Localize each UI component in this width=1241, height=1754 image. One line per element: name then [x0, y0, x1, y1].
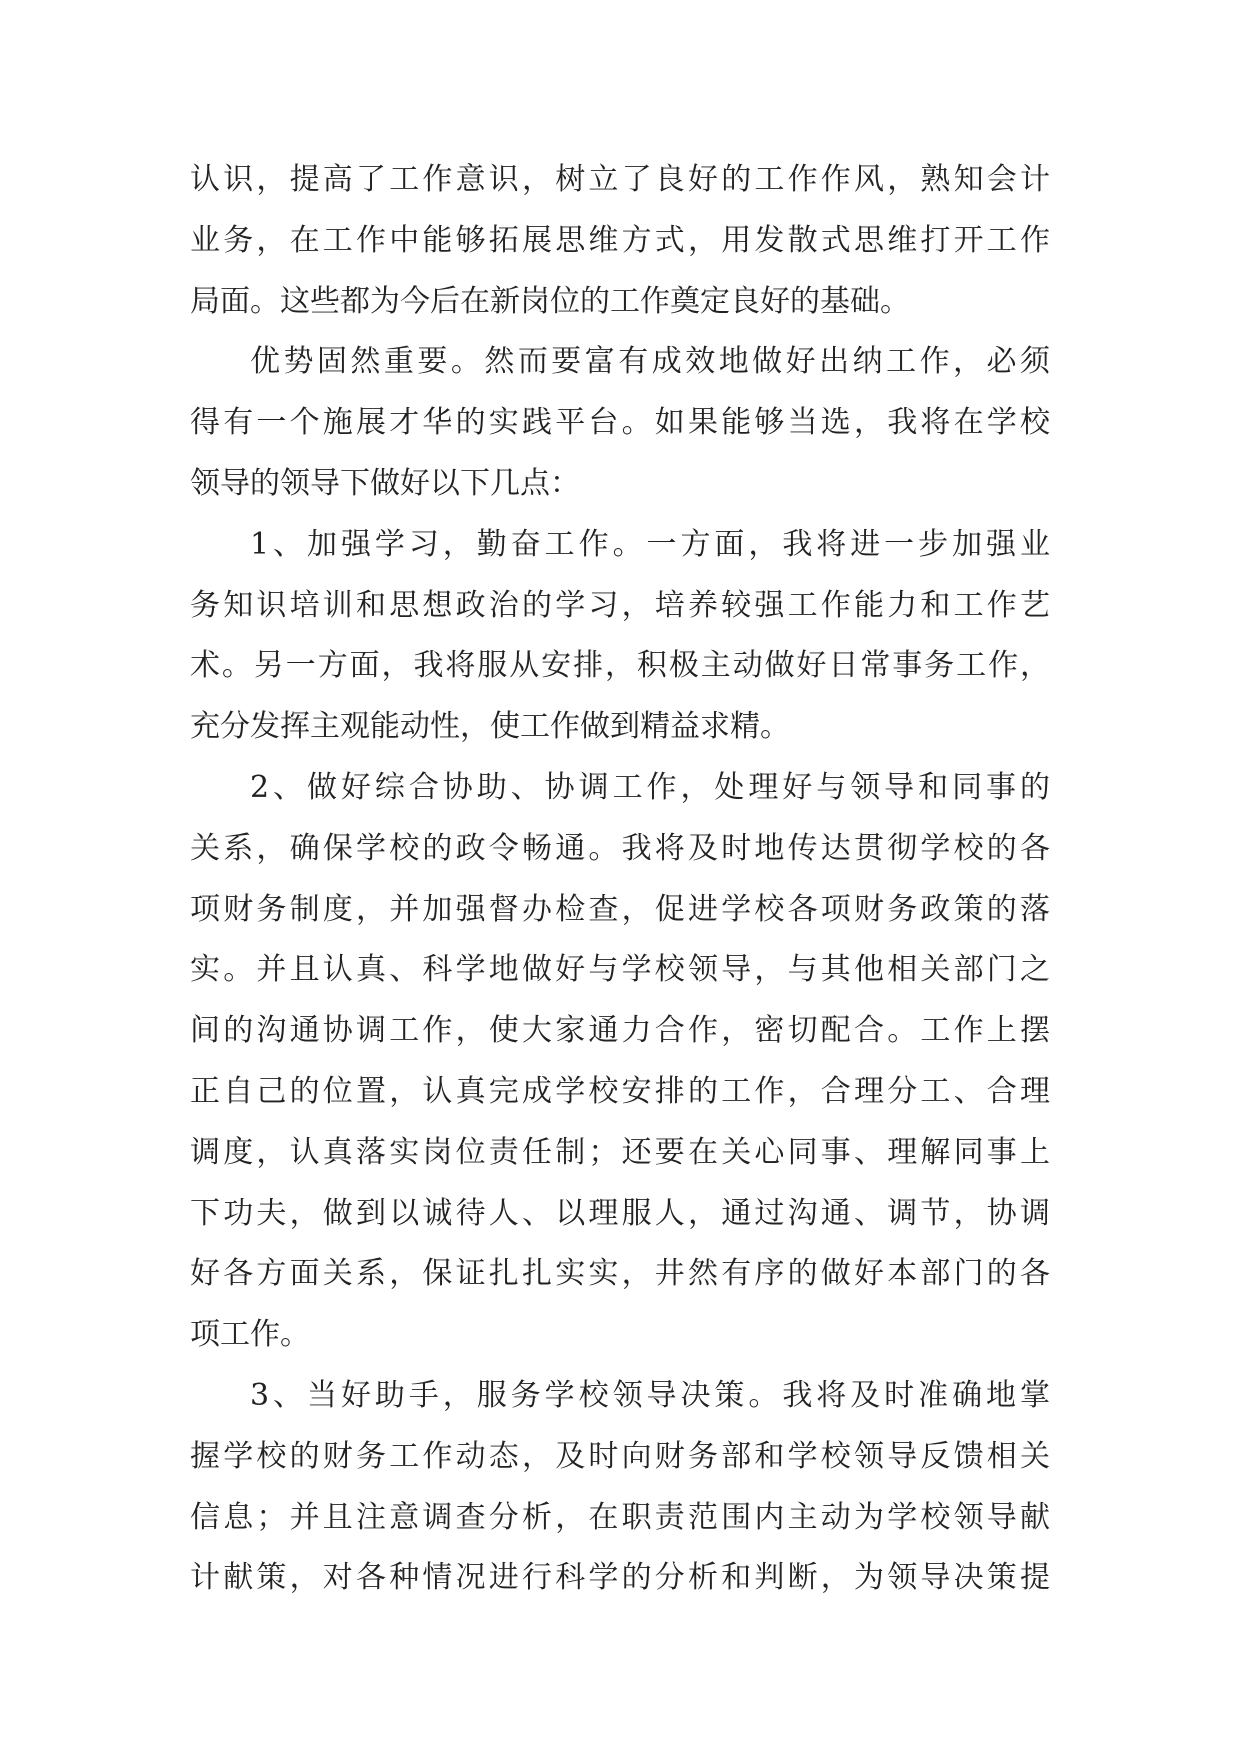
text-line: 握学校的财务工作动态，及时向财务部和学校领导反馈相关 — [190, 1438, 1050, 1474]
text-line: 调度，认真落实岗位责任制；还要在关心同事、理解同事上 — [190, 1134, 1050, 1170]
text-line: 好各方面关系，保证扎扎实实，井然有序的做好本部门的各 — [190, 1256, 1050, 1292]
text-line: 计献策，对各种情况进行科学的分析和判断，为领导决策提 — [190, 1560, 1050, 1596]
text-line: 认识，提高了工作意识，树立了良好的工作作风，熟知会计 — [190, 162, 1050, 197]
text-line: 领导的领导下做好以下几点： — [190, 465, 580, 501]
text-line: 得有一个施展才华的实践平台。如果能够当选，我将在学校 — [190, 405, 1050, 441]
text-line: 下功夫，做到以诚待人、以理服人，通过沟通、调节，协调 — [190, 1195, 1050, 1231]
text-line: 充分发挥主观能动性，使工作做到精益求精。 — [190, 709, 790, 745]
text-line: 正自己的位置，认真完成学校安排的工作，合理分工、合理 — [190, 1073, 1050, 1109]
text-line: 信息；并且注意调查分析，在职责范围内主动为学校领导献 — [190, 1499, 1050, 1535]
text-line: 业务，在工作中能够拓展思维方式，用发散式思维打开工作 — [190, 222, 1050, 258]
text-line: 实。并且认真、科学地做好与学校领导，与其他相关部门之 — [190, 952, 1050, 988]
text-line: 间的沟通协调工作，使大家通力合作，密切配合。工作上摆 — [190, 1013, 1050, 1049]
document-page — [190, 150, 1050, 1609]
text-line: 3、当好助手，服务学校领导决策。我将及时准确地掌 — [250, 1377, 1050, 1413]
text-line: 务知识培训和思想政治的学习，培养较强工作能力和工作艺 — [190, 587, 1050, 623]
text-line: 2、做好综合协助、协调工作，处理好与领导和同事的 — [250, 769, 1050, 805]
text-line: 1、加强学习，勤奋工作。一方面，我将进一步加强业 — [250, 526, 1050, 562]
text-line: 项财务制度，并加强督办检查，促进学校各项财务政策的落 — [190, 891, 1050, 927]
text-line: 术。另一方面，我将服从安排，积极主动做好日常事务工作， — [190, 648, 1050, 684]
text-line: 优势固然重要。然而要富有成效地做好出纳工作，必须 — [250, 344, 1050, 380]
text-line: 项工作。 — [190, 1317, 310, 1353]
text-line: 局面。这些都为今后在新岗位的工作奠定良好的基础。 — [190, 283, 910, 319]
text-line: 关系，确保学校的政令畅通。我将及时地传达贯彻学校的各 — [190, 830, 1050, 866]
